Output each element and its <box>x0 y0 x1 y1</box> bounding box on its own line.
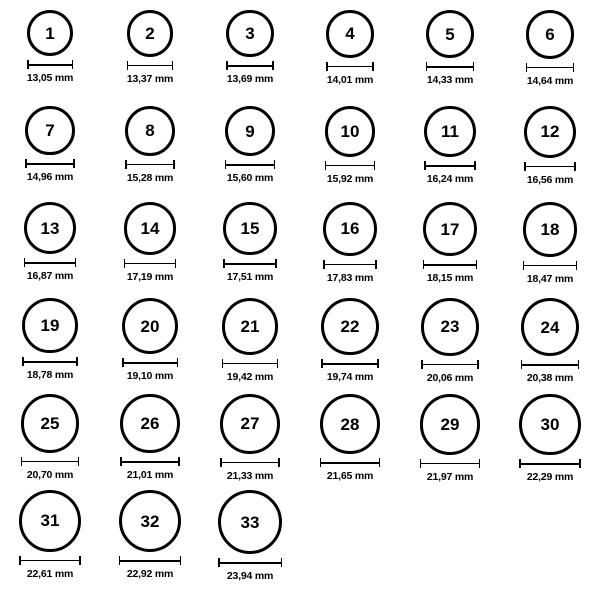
measure-tick-left <box>524 162 526 171</box>
diameter-label: 21,33 mm <box>226 469 274 482</box>
measure-line <box>124 263 177 265</box>
measure-tick-left <box>220 458 222 467</box>
measure-tick-left <box>125 160 127 169</box>
measure-line <box>321 363 378 365</box>
ring-size-number: 18 <box>540 219 560 239</box>
ring-size-number: 11 <box>441 122 459 142</box>
measure-line <box>19 560 81 562</box>
ring-size-cell <box>200 488 300 584</box>
measure-tick-left <box>225 160 227 169</box>
measure-tick-left <box>519 459 521 468</box>
ring-size-cell <box>0 104 100 200</box>
measure-line <box>225 164 275 166</box>
ring-circle <box>424 106 475 157</box>
diameter-label: 13,37 mm <box>126 72 174 85</box>
measure-line <box>320 462 380 464</box>
measure-tick-right <box>579 459 581 468</box>
ring-circle <box>524 106 576 158</box>
measure-tick-left <box>526 63 528 72</box>
measure-tick-left <box>124 259 126 268</box>
diameter-measure-bar <box>218 558 282 568</box>
measure-tick-left <box>27 60 29 69</box>
diameter-measure-bar <box>524 162 576 172</box>
diameter-measure-bar <box>25 159 74 169</box>
ring-size-cell <box>100 488 200 584</box>
diameter-measure-bar <box>119 556 181 566</box>
ring-circle <box>423 202 477 256</box>
diameter-measure-bar <box>325 161 376 171</box>
ring-size-number: 26 <box>140 414 160 434</box>
ring-circle <box>21 394 80 453</box>
measure-tick-left <box>127 61 129 70</box>
ring-size-number: 7 <box>45 121 55 141</box>
diameter-measure-bar <box>27 60 73 70</box>
measure-tick-right <box>473 62 475 71</box>
ring-circle <box>22 298 77 353</box>
diameter-label: 15,28 mm <box>126 171 174 184</box>
diameter-measure-bar <box>421 360 479 370</box>
ring-size-number: 15 <box>240 219 260 239</box>
measure-tick-left <box>22 357 24 366</box>
diameter-label: 13,69 mm <box>226 73 274 86</box>
diameter-label: 13,05 mm <box>26 72 74 84</box>
measure-line <box>27 64 73 66</box>
diameter-measure-bar <box>225 160 275 170</box>
ring-circle <box>325 106 376 157</box>
measure-tick-right <box>275 259 277 268</box>
measure-tick-right <box>374 161 376 170</box>
measure-tick-left <box>24 258 26 267</box>
ring-size-number: 32 <box>140 511 160 531</box>
measure-tick-right <box>377 359 379 368</box>
diameter-measure-bar <box>19 556 81 566</box>
diameter-measure-bar <box>22 357 77 367</box>
ring-size-cell <box>0 8 100 104</box>
diameter-measure-bar <box>519 459 580 469</box>
measure-line <box>119 560 181 562</box>
diameter-measure-bar <box>223 259 276 269</box>
ring-circle <box>124 202 177 255</box>
measure-tick-right <box>73 159 75 168</box>
measure-line <box>21 461 80 463</box>
diameter-label: 19,10 mm <box>126 370 174 382</box>
measure-tick-right <box>578 360 580 369</box>
measure-tick-right <box>474 161 476 170</box>
measure-tick-right <box>72 60 74 69</box>
measure-tick-right <box>78 457 80 466</box>
measure-tick-left <box>226 61 228 70</box>
ring-circle <box>119 490 181 552</box>
ring-size-cell <box>400 296 500 392</box>
diameter-label: 19,74 mm <box>326 371 374 384</box>
measure-tick-right <box>379 458 381 467</box>
ring-size-number: 24 <box>540 317 560 337</box>
ring-circle <box>225 106 275 156</box>
measure-tick-left <box>426 62 428 71</box>
ring-size-cell <box>200 392 300 488</box>
ring-size-number: 30 <box>540 415 560 435</box>
ring-size-number: 25 <box>40 413 60 433</box>
measure-tick-left <box>421 360 423 369</box>
ring-size-cell <box>400 392 500 488</box>
measure-tick-left <box>521 360 523 369</box>
measure-line <box>125 164 175 166</box>
diameter-measure-bar <box>526 63 575 73</box>
ring-size-number: 12 <box>540 122 560 142</box>
diameter-measure-bar <box>222 359 279 369</box>
measure-tick-right <box>76 357 78 366</box>
diameter-measure-bar <box>120 457 179 467</box>
ring-size-number: 8 <box>145 121 155 141</box>
ring-size-cell <box>100 200 200 296</box>
diameter-measure-bar <box>420 459 481 469</box>
measure-tick-left <box>326 62 328 71</box>
diameter-measure-bar <box>24 258 76 268</box>
measure-tick-right <box>178 457 180 466</box>
measure-tick-left <box>323 260 325 269</box>
ring-size-cell <box>100 296 200 392</box>
measure-line <box>524 166 576 168</box>
measure-tick-left <box>21 457 23 466</box>
ring-size-number: 22 <box>340 317 360 337</box>
measure-tick-left <box>120 457 122 466</box>
diameter-label: 14,01 mm <box>326 73 374 86</box>
diameter-label: 22,92 mm <box>126 568 174 581</box>
measure-tick-right <box>277 359 279 368</box>
measure-tick-right <box>180 556 182 565</box>
ring-size-cell <box>0 296 100 392</box>
ring-circle <box>320 394 380 454</box>
measure-line <box>519 463 580 465</box>
measure-tick-left <box>223 259 225 268</box>
ring-circle <box>25 106 74 155</box>
measure-line <box>25 163 74 165</box>
ring-size-cell <box>300 296 400 392</box>
ring-size-cell <box>300 200 400 296</box>
ring-size-number: 6 <box>545 24 555 44</box>
ring-size-number: 3 <box>245 24 255 44</box>
measure-tick-right <box>272 61 274 70</box>
ring-circle <box>120 394 179 453</box>
ring-size-number: 13 <box>40 218 60 238</box>
ring-circle <box>222 298 279 355</box>
measure-tick-left <box>122 358 124 367</box>
diameter-label: 20,06 mm <box>426 371 474 384</box>
diameter-label: 18,78 mm <box>26 369 74 382</box>
measure-line <box>526 67 575 69</box>
measure-line <box>521 364 579 366</box>
measure-tick-right <box>278 458 280 467</box>
ring-size-cell <box>0 488 100 584</box>
diameter-label: 21,01 mm <box>126 469 174 482</box>
measure-tick-left <box>222 359 224 368</box>
ring-circle <box>127 10 174 57</box>
measure-tick-left <box>523 261 525 270</box>
ring-circle <box>19 490 81 552</box>
ring-circle <box>27 10 73 56</box>
ring-circle <box>125 106 175 156</box>
diameter-label: 20,38 mm <box>526 372 574 385</box>
ring-size-number: 27 <box>240 414 260 434</box>
ring-size-number: 10 <box>340 121 360 141</box>
measure-line <box>220 462 280 464</box>
diameter-measure-bar <box>122 358 178 368</box>
ring-circle <box>24 202 76 254</box>
ring-size-cell <box>500 296 600 392</box>
measure-line <box>420 463 481 465</box>
diameter-label: 21,65 mm <box>326 470 374 483</box>
diameter-label: 19,42 mm <box>226 370 274 383</box>
measure-tick-right <box>476 260 478 269</box>
ring-circle <box>420 394 481 455</box>
measure-line <box>423 264 477 266</box>
ring-circle <box>122 298 178 354</box>
ring-size-number: 4 <box>345 24 355 44</box>
ring-size-number: 14 <box>140 218 160 238</box>
ring-size-number: 31 <box>40 511 60 531</box>
ring-circle <box>526 10 575 59</box>
measure-tick-right <box>573 63 575 72</box>
measure-line <box>120 461 179 463</box>
measure-tick-right <box>477 360 479 369</box>
ring-size-cell <box>500 8 600 104</box>
diameter-label: 20,70 mm <box>26 468 74 481</box>
measure-tick-right <box>576 261 578 270</box>
measure-tick-left <box>424 161 426 170</box>
ring-size-cell <box>400 104 500 200</box>
ring-size-cell <box>0 200 100 296</box>
ring-size-cell <box>0 392 100 488</box>
diameter-measure-bar <box>523 261 578 271</box>
ring-size-number: 9 <box>245 121 255 141</box>
ring-circle <box>220 394 280 454</box>
diameter-measure-bar <box>320 458 380 468</box>
measure-line <box>226 65 273 67</box>
measure-tick-right <box>372 62 374 71</box>
diameter-measure-bar <box>125 160 175 170</box>
measure-line <box>127 65 174 67</box>
ring-size-number: 1 <box>45 23 55 43</box>
measure-tick-left <box>420 459 422 468</box>
diameter-label: 14,96 mm <box>26 171 74 184</box>
measure-tick-right <box>479 459 481 468</box>
ring-size-cell <box>100 104 200 200</box>
measure-line <box>218 562 282 564</box>
measure-line <box>523 265 578 267</box>
ring-size-number: 5 <box>445 24 455 44</box>
measure-line <box>223 263 276 265</box>
ring-size-number: 29 <box>440 414 460 434</box>
ring-size-cell <box>500 392 600 488</box>
ring-size-number: 19 <box>40 316 60 336</box>
diameter-measure-bar <box>220 458 280 468</box>
measure-line <box>22 361 77 363</box>
measure-tick-left <box>218 558 220 567</box>
measure-tick-left <box>119 556 121 565</box>
ring-size-number: 28 <box>340 414 360 434</box>
ring-size-number: 21 <box>240 316 260 336</box>
measure-tick-right <box>375 260 377 269</box>
ring-circle <box>523 202 578 257</box>
ring-circle <box>218 490 282 554</box>
ring-size-cell <box>500 104 600 200</box>
measure-tick-right <box>75 258 77 267</box>
diameter-label: 22,61 mm <box>26 567 74 580</box>
diameter-label: 17,83 mm <box>326 271 374 284</box>
diameter-label: 16,87 mm <box>26 270 74 283</box>
measure-tick-left <box>320 458 322 467</box>
measure-tick-right <box>574 162 576 171</box>
ring-size-cell <box>300 8 400 104</box>
diameter-measure-bar <box>124 259 177 269</box>
ring-size-cell <box>300 392 400 488</box>
diameter-label: 15,92 mm <box>326 172 374 185</box>
diameter-measure-bar <box>127 61 174 71</box>
measure-line <box>421 364 479 366</box>
ring-size-number: 17 <box>440 219 460 239</box>
diameter-measure-bar <box>323 260 377 270</box>
measure-line <box>326 66 374 68</box>
diameter-label: 17,19 mm <box>126 270 174 283</box>
measure-line <box>426 66 474 68</box>
measure-tick-right <box>79 556 81 565</box>
diameter-measure-bar <box>423 260 477 270</box>
measure-line <box>424 165 475 167</box>
diameter-label: 17,51 mm <box>226 271 274 284</box>
ring-circle <box>226 10 273 57</box>
ring-circle <box>521 298 579 356</box>
ring-size-cell <box>400 8 500 104</box>
ring-circle <box>323 202 377 256</box>
ring-size-number: 16 <box>340 219 360 239</box>
ring-circle <box>326 10 374 58</box>
diameter-label: 22,29 mm <box>526 471 574 484</box>
diameter-label: 18,47 mm <box>526 272 574 285</box>
measure-tick-right <box>172 61 174 70</box>
measure-line <box>222 363 279 365</box>
measure-tick-left <box>325 161 327 170</box>
diameter-label: 15,60 mm <box>226 172 274 185</box>
diameter-measure-bar <box>424 161 475 171</box>
diameter-label: 23,94 mm <box>226 570 274 582</box>
ring-size-cell <box>500 200 600 296</box>
ring-size-number: 23 <box>440 317 460 337</box>
ring-circle <box>223 202 276 255</box>
measure-line <box>24 262 76 264</box>
diameter-measure-bar <box>426 62 474 72</box>
measure-tick-right <box>175 259 177 268</box>
ring-size-cell <box>200 200 300 296</box>
ring-size-number: 33 <box>240 512 260 532</box>
ring-size-cell <box>200 8 300 104</box>
measure-tick-right <box>281 558 283 567</box>
measure-tick-left <box>19 556 21 565</box>
diameter-label: 18,15 mm <box>426 272 474 285</box>
ring-circle <box>421 298 479 356</box>
diameter-measure-bar <box>321 359 378 369</box>
measure-line <box>323 264 377 266</box>
diameter-label: 16,56 mm <box>526 173 574 186</box>
ring-size-cell <box>200 296 300 392</box>
measure-line <box>325 165 376 167</box>
diameter-label: 16,24 mm <box>426 173 474 186</box>
measure-tick-right <box>177 358 179 367</box>
ring-circle <box>426 10 474 58</box>
ring-size-number: 20 <box>140 316 160 336</box>
measure-tick-right <box>173 160 175 169</box>
diameter-measure-bar <box>226 61 273 71</box>
diameter-measure-bar <box>521 360 579 370</box>
measure-tick-right <box>274 160 276 169</box>
measure-tick-left <box>25 159 27 168</box>
diameter-measure-bar <box>21 457 80 467</box>
ring-size-cell <box>300 104 400 200</box>
ring-size-number: 2 <box>145 23 155 43</box>
ring-circle <box>321 298 378 355</box>
ring-size-cell <box>100 8 200 104</box>
ring-circle <box>519 394 580 455</box>
measure-tick-left <box>321 359 323 368</box>
ring-size-cell <box>100 392 200 488</box>
measure-tick-left <box>423 260 425 269</box>
diameter-label: 14,33 mm <box>426 74 474 87</box>
diameter-measure-bar <box>326 62 374 72</box>
measure-line <box>122 362 178 364</box>
ring-size-cell <box>400 200 500 296</box>
ring-size-cell <box>200 104 300 200</box>
diameter-label: 21,97 mm <box>426 470 474 483</box>
diameter-label: 14,64 mm <box>526 74 574 87</box>
